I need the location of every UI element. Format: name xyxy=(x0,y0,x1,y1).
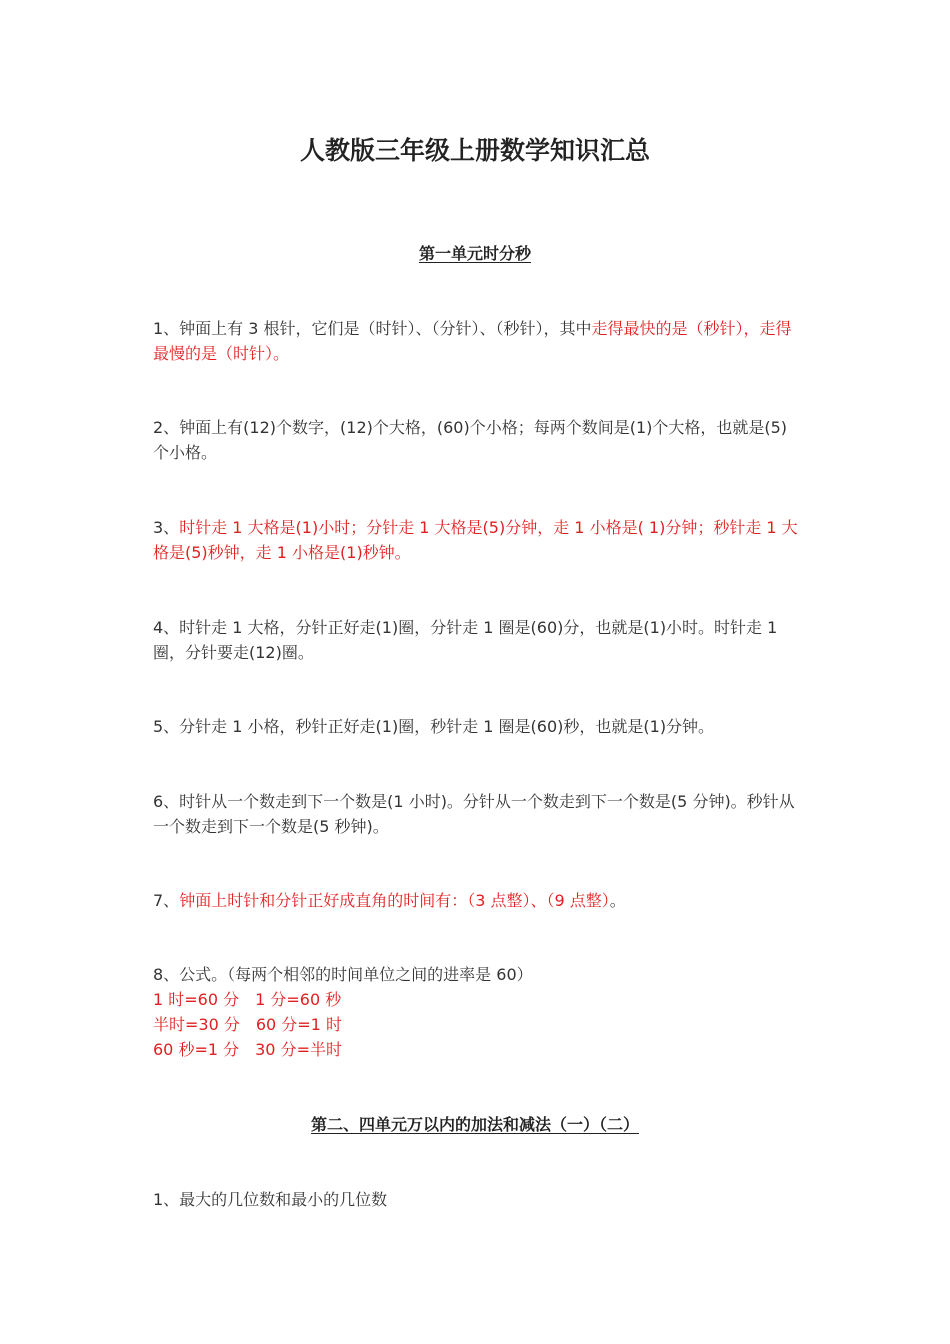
item-5-minute-second-relation: 5、分针走 1 小格，秒针正好走(1)圈，秒针走 1 圈是(60)秒，也就是(1)分钟。 xyxy=(153,717,715,736)
item-7-right-angle xyxy=(153,888,803,913)
item-3-highlight: 时针走 1 大格是(1)小时；分针走 1 大格是(5)分钟，走 1 小格是( 1)分钟；秒针走 1 大格是(5)秒钟，走 1 小格是(1)秒钟。 xyxy=(153,518,798,562)
item-8-formulas xyxy=(153,962,803,1062)
item-1-highlight: 走得最快的是（秒针），走得最慢的是（时针）。 xyxy=(153,319,792,363)
formula-line-2: 半时=30 分 60 分=1 时 xyxy=(153,1015,342,1034)
section-heading-unit-1-text: 第一单元时分秒 xyxy=(418,244,531,263)
section-heading-unit-1 xyxy=(0,243,950,265)
item-7-highlight: 钟面上时针和分针正好成直角的时间有：（3 点整）、（9 点整） xyxy=(179,891,610,910)
item-1-clock-hands xyxy=(153,316,803,366)
section-heading-unit-2-4 xyxy=(0,1114,950,1136)
item-2-clock-face: 2、钟面上有(12)个数字，(12)个大格，(60)个小格；每两个数间是(1)个大格，也就是(5)个小格。 xyxy=(153,418,788,462)
item-4-hour-minute-relation: 4、时针走 1 大格，分针正好走(1)圈，分针走 1 圈是(60)分，也就是(1)小时。时针走 1 圈，分针要走(12)圈。 xyxy=(153,618,778,662)
item-6-number-to-number: 6、时针从一个数走到下一个数是(1 小时)。分针从一个数走到下一个数是(5 分钟)。秒针从一个数走到下一个数是(5 秒钟)。 xyxy=(153,792,795,836)
item-8-intro: 8、公式。（每两个相邻的时间单位之间的进率是 60） xyxy=(153,965,533,984)
item-7-number: 7、 xyxy=(153,891,180,910)
formula-line-3: 60 秒=1 分 30 分=半时 xyxy=(153,1040,342,1059)
document-title: 人教版三年级上册数学知识汇总 xyxy=(299,136,650,165)
formula-line-1: 1 时=60 分 1 分=60 秒 xyxy=(153,990,342,1009)
item-1-text: 1、钟面上有 3 根针，它们是（时针）、（分针）、（秒针），其中 xyxy=(153,319,592,338)
unit-2-item-1: 1、最大的几位数和最小的几位数 xyxy=(153,1190,388,1209)
section-heading-unit-2-4-text: 第二、四单元万以内的加法和减法（一）（二） xyxy=(310,1115,639,1134)
item-3-hand-movement xyxy=(153,515,803,565)
item-3-number: 3、 xyxy=(153,518,180,537)
item-7-end: 。 xyxy=(609,891,626,910)
